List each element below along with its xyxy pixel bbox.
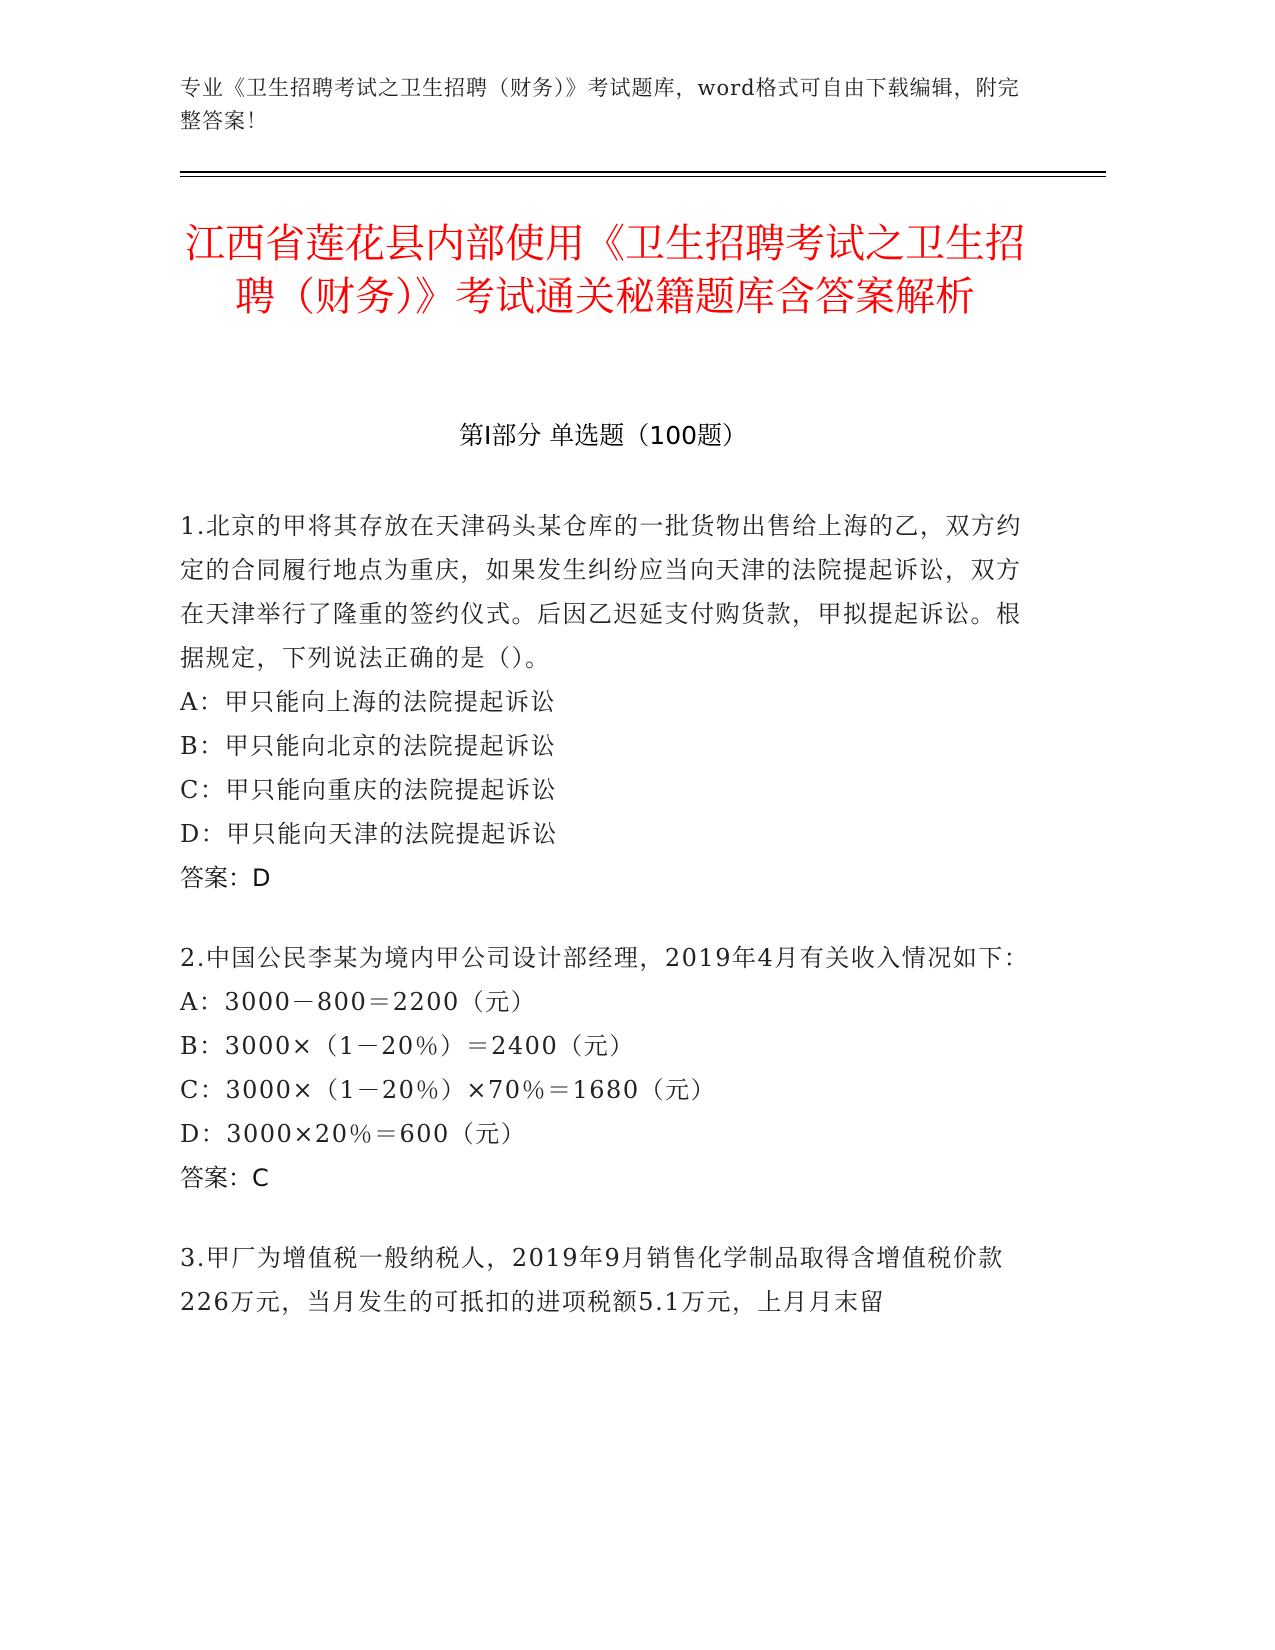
header-note: 专业《卫生招聘考试之卫生招聘（财务）》考试题库，word格式可自由下载编辑，附完整答案！ xyxy=(180,76,1020,133)
option-a: A：甲只能向上海的法院提起诉讼 xyxy=(180,688,556,716)
header-rule-thick xyxy=(180,171,1106,173)
question-list xyxy=(180,504,1030,1360)
answer-label: 答案： xyxy=(180,1164,252,1192)
answer-line xyxy=(180,856,1030,900)
answer-line xyxy=(180,1156,1030,1200)
option-b: B：3000×（1－20％）＝2400（元） xyxy=(180,1032,635,1060)
option-d: D：甲只能向天津的法院提起诉讼 xyxy=(180,820,558,848)
question-1 xyxy=(180,504,1030,900)
option-d: D：3000×20％＝600（元） xyxy=(180,1120,527,1148)
option-c: C：3000×（1－20％）×70％＝1680（元） xyxy=(180,1076,717,1104)
answer-label: 答案： xyxy=(180,864,252,892)
answer-value: C xyxy=(252,1164,269,1192)
question-2 xyxy=(180,936,1030,1200)
answer-value: D xyxy=(252,864,271,892)
option-c: C：甲只能向重庆的法院提起诉讼 xyxy=(180,776,557,804)
document-title: 江西省莲花县内部使用《卫生招聘考试之卫生招聘（财务）》考试通关秘籍题库含答案解析 xyxy=(185,221,1025,320)
question-stem: 1.北京的甲将其存放在天津码头某仓库的一批货物出售给上海的乙，双方约定的合同履行地点为重庆，如果发生纠纷应当向天津的法院提起诉讼，双方在天津举行了隆重的签约仪式。后因乙迟延支付购货款，甲拟提起诉讼。根据规定，下列说法正确的是（）。 xyxy=(180,512,1022,672)
section-heading: 第I部分 单选题（100题） xyxy=(458,421,748,450)
question-3 xyxy=(180,1236,1030,1324)
question-stem: 3.甲厂为增值税一般纳税人，2019年9月销售化学制品取得含增值税价款226万元，当月发生的可抵扣的进项税额5.1万元，上月月末留 xyxy=(180,1244,1004,1316)
option-b: B：甲只能向北京的法院提起诉讼 xyxy=(180,732,557,760)
question-stem: 2.中国公民李某为境内甲公司设计部经理，2019年4月有关收入情况如下： xyxy=(180,944,1030,972)
option-a: A：3000－800＝2200（元） xyxy=(180,988,537,1016)
header-rule-thin xyxy=(180,176,1106,177)
